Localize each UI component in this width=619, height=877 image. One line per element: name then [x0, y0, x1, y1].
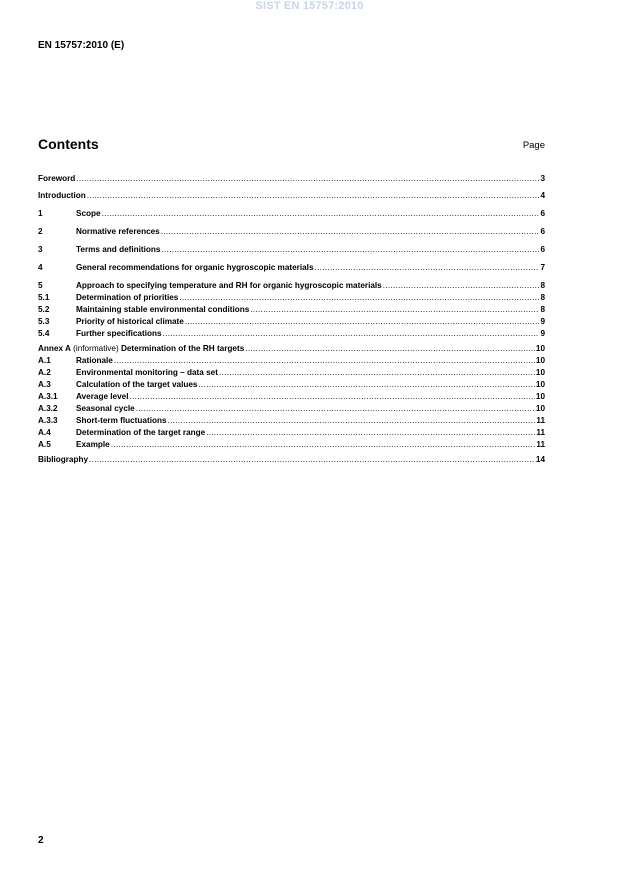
toc-dot-leader: [76, 173, 539, 185]
toc-entry-title-text: Scope: [76, 209, 101, 218]
toc-entry-page: 11: [536, 428, 545, 437]
toc-entry-title-text: Calculation of the target values: [76, 380, 198, 389]
toc-entry-title-text: Further specifications: [76, 329, 162, 338]
toc-entry[interactable]: [38, 328, 545, 340]
toc-entry-page: 9: [540, 329, 545, 338]
toc-entry-title-text: Short-term fluctuations: [76, 416, 167, 425]
toc-entry-title: [76, 415, 167, 427]
toc-entry-number: A.3.1: [38, 392, 58, 401]
toc-entry-number: 2: [38, 227, 43, 236]
toc-entry-title: [76, 280, 382, 292]
toc-entry-page: 14: [535, 455, 545, 464]
toc-entry[interactable]: [38, 316, 545, 328]
toc-entry-title: [76, 244, 160, 256]
toc-entry-title: [76, 316, 184, 328]
toc-entry[interactable]: [38, 391, 545, 403]
toc-entry-title-text: Foreword: [38, 174, 76, 183]
toc-entry[interactable]: [38, 454, 545, 466]
toc-entry[interactable]: [38, 367, 545, 379]
toc-entry-title-text: Priority of historical climate: [76, 317, 184, 326]
toc-entry-number: 4: [38, 263, 43, 272]
toc-entry-title-text: Maintaining stable environmental conditions: [76, 305, 250, 314]
toc-entry-page: 6: [540, 245, 545, 254]
toc-entry-title-text: Environmental monitoring – data set: [76, 368, 218, 377]
toc-entry[interactable]: [38, 379, 545, 391]
toc-entry-title-text: Bibliography: [38, 455, 89, 464]
toc-entry-title: [76, 379, 197, 391]
toc-entry[interactable]: [38, 208, 545, 220]
toc-entry[interactable]: [38, 262, 545, 274]
footer-page-number: 2: [38, 835, 44, 846]
toc-entry-title: [38, 343, 244, 355]
toc-dot-leader: [250, 304, 539, 316]
toc-dot-leader: [102, 208, 540, 220]
toc-entry-page: 9: [540, 317, 545, 326]
toc-entry-number: A.3: [38, 380, 51, 389]
toc-entry-title: [76, 427, 205, 439]
toc-entry-title: [76, 328, 162, 340]
toc-entry[interactable]: [38, 280, 545, 292]
toc-entry-number: A.3.2: [38, 404, 58, 413]
toc-entry-title-text: Approach to specifying temperature and RH for organic hygroscopic materials: [76, 281, 382, 290]
toc-entry-number: 1: [38, 209, 43, 218]
toc-dot-leader: [168, 415, 536, 427]
toc-entry[interactable]: [38, 292, 545, 304]
toc-entry-page: 8: [540, 293, 545, 302]
toc-entry-title: [76, 304, 249, 316]
toc-entry[interactable]: [38, 427, 545, 439]
toc-entry[interactable]: [38, 173, 545, 185]
toc-dot-leader: [161, 226, 540, 238]
toc-dot-leader: [136, 403, 535, 415]
toc-entry-title-text: Rationale: [76, 356, 113, 365]
toc-entry-number: 3: [38, 245, 43, 254]
toc-entry-page: 10: [535, 356, 545, 365]
toc-entry-title-text: Example: [76, 440, 110, 449]
toc-entry-page: 7: [540, 263, 545, 272]
contents-title: Contents: [38, 136, 99, 152]
toc-entry-title-text: Introduction: [38, 191, 86, 200]
toc-entry-page: 10: [535, 392, 545, 401]
toc-entry-page: 11: [536, 440, 545, 449]
toc-entry-title-text: Normative references: [76, 227, 160, 236]
toc-entry[interactable]: [38, 304, 545, 316]
toc-entry-number: A.3.3: [38, 416, 58, 425]
toc-entry-title: [76, 367, 218, 379]
toc-dot-leader: [111, 439, 536, 451]
toc-dot-leader: [163, 328, 540, 340]
toc-entry-page: 8: [540, 305, 545, 314]
toc-entry-page: 10: [535, 368, 545, 377]
toc-entry-page: 11: [536, 416, 545, 425]
toc-entry[interactable]: [38, 403, 545, 415]
toc-entry[interactable]: [38, 190, 545, 202]
toc-entry-title: [76, 439, 110, 451]
toc-dot-leader: [219, 367, 535, 379]
toc-entry[interactable]: [38, 226, 545, 238]
toc-dot-leader: [89, 454, 535, 466]
document-id: EN 15757:2010 (E): [38, 40, 125, 51]
toc-entry-page: 6: [540, 227, 545, 236]
toc-entry[interactable]: [38, 343, 545, 355]
toc-entry-title: [38, 454, 88, 466]
toc-entry-number: A.4: [38, 428, 51, 437]
toc-dot-leader: [87, 190, 540, 202]
toc-entry-page: 10: [535, 404, 545, 413]
toc-entry-page: 4: [540, 191, 545, 200]
toc-entry[interactable]: [38, 355, 545, 367]
toc-dot-leader: [114, 355, 535, 367]
toc-entry-title-text: Determination of priorities: [76, 293, 179, 302]
toc-entry-title-text: Seasonal cycle: [76, 404, 135, 413]
toc-dot-leader: [179, 292, 539, 304]
toc-entry-number: A.2: [38, 368, 51, 377]
toc-entry-page: 3: [540, 174, 545, 183]
toc-dot-leader: [245, 343, 535, 355]
toc-entry-page: 8: [540, 281, 545, 290]
toc-dot-leader: [185, 316, 540, 328]
toc-dot-leader: [130, 391, 535, 403]
toc-dot-leader: [315, 262, 540, 274]
toc-entry-title-text: Annex A: [38, 344, 71, 353]
toc-entry-number: A.5: [38, 440, 51, 449]
toc-dot-leader: [198, 379, 534, 391]
toc-dot-leader: [383, 280, 540, 292]
toc-entry-number: A.1: [38, 356, 51, 365]
toc-entry-title: [76, 226, 160, 238]
toc-entry-number: 5.2: [38, 305, 50, 314]
toc-entry-number: 5.4: [38, 329, 50, 338]
toc-entry-page: 6: [540, 209, 545, 218]
toc-entry-title: [76, 403, 135, 415]
toc-dot-leader: [161, 244, 539, 256]
toc-entry-title: [76, 355, 113, 367]
toc-entry-number: 5.3: [38, 317, 50, 326]
toc-entry-title-text: Average level: [76, 392, 129, 401]
toc-entry-page: 10: [535, 344, 545, 353]
toc-entry-annex-title: Determination of the RH targets: [118, 344, 245, 353]
toc-entry-title: [38, 173, 75, 185]
toc-entry-title: [76, 262, 314, 274]
toc-dot-leader: [206, 427, 535, 439]
toc-entry-title: [76, 391, 129, 403]
toc-entry-title-text: Terms and definitions: [76, 245, 161, 254]
table-of-contents: [38, 173, 545, 466]
toc-entry[interactable]: [38, 244, 545, 256]
toc-entry-number: 5.1: [38, 293, 50, 302]
toc-entry[interactable]: [38, 415, 545, 427]
toc-entry-annex-type: (informative): [70, 344, 119, 353]
toc-entry-title-text: Determination of the target range: [76, 428, 206, 437]
page-column-label: Page: [522, 140, 545, 151]
toc-entry-title: [38, 190, 86, 202]
toc-entry-title: [76, 292, 178, 304]
toc-entry-page: 10: [535, 380, 545, 389]
toc-entry-title: [76, 208, 101, 220]
watermark: SIST EN 15757:2010: [255, 0, 364, 12]
toc-entry-number: 5: [38, 281, 43, 290]
toc-entry[interactable]: [38, 439, 545, 451]
toc-entry-title-text: General recommendations for organic hygroscopic materials: [76, 263, 314, 272]
